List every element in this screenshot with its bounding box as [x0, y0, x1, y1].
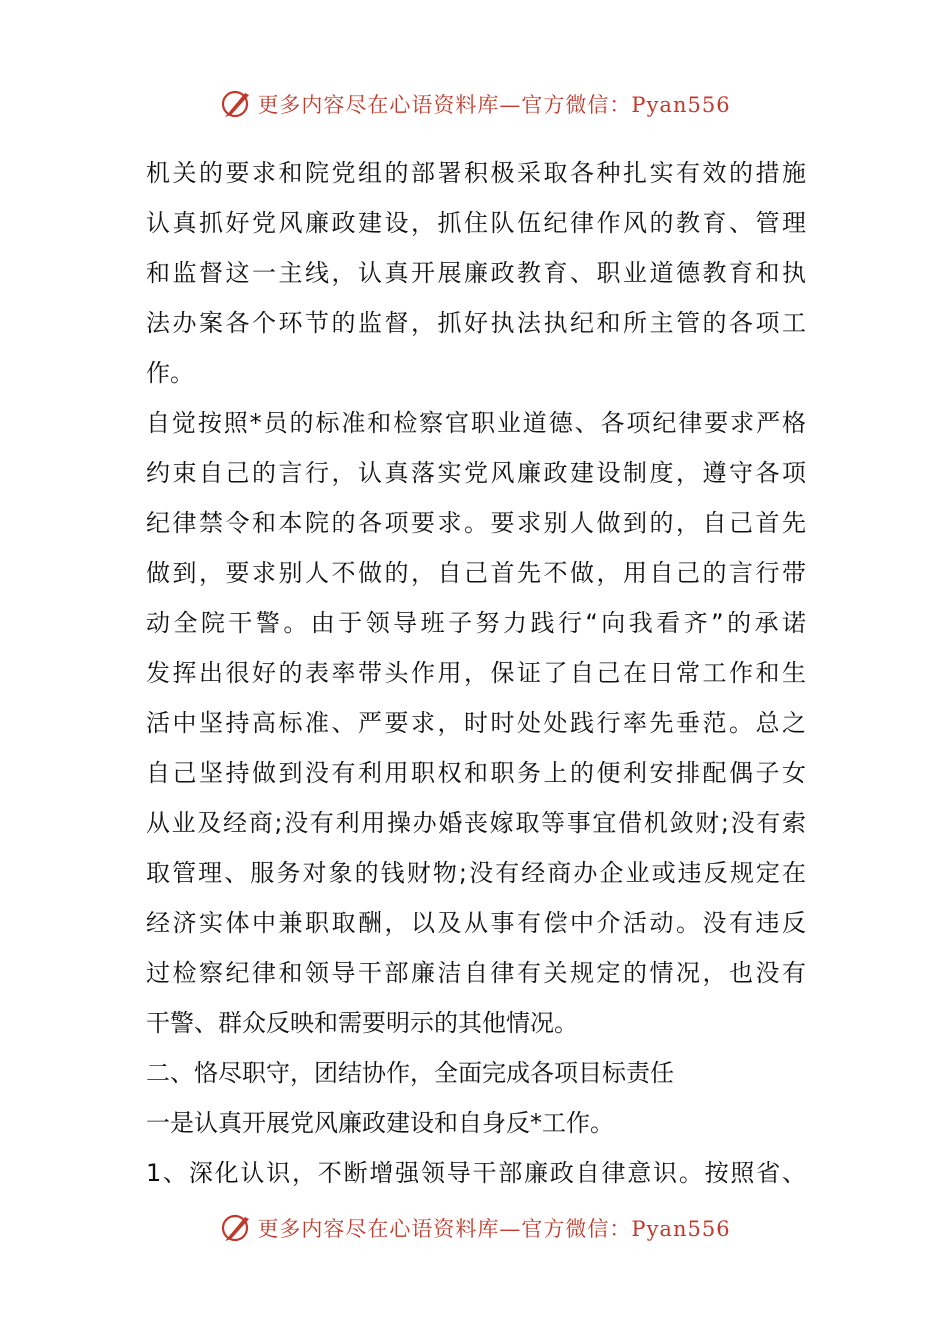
body-line: 活中坚持高标准、严要求，时时处处践行率先垂范。总之 — [146, 709, 806, 737]
body-line: 动全院干警。由于领导班子努力践行“向我看齐”的承诺 — [146, 609, 806, 637]
body-line: 取管理、服务对象的钱财物;没有经商办企业或违反规定在 — [146, 859, 806, 887]
quill-logo-icon — [219, 1211, 253, 1245]
header-banner — [0, 84, 950, 124]
body-line: 发挥出很好的表率带头作用，保证了自己在日常工作和生 — [146, 659, 806, 687]
header-banner-text: 更多内容尽在心语资料库—官方微信：Pyan556 — [257, 93, 731, 117]
body-line: 从业及经商;没有利用操办婚丧嫁取等事宜借机敛财;没有索 — [146, 809, 806, 837]
body-line: 约束自己的言行，认真落实党风廉政建设制度，遵守各项 — [146, 459, 806, 487]
footer-banner — [0, 1208, 950, 1248]
document-body — [146, 148, 806, 1198]
quill-logo-icon — [219, 87, 253, 121]
body-line: 经济实体中兼职取酬，以及从事有偿中介活动。没有违反 — [146, 909, 806, 937]
body-line: 纪律禁令和本院的各项要求。要求别人做到的，自己首先 — [146, 509, 806, 537]
body-line: 认真抓好党风廉政建设，抓住队伍纪律作风的教育、管理 — [146, 209, 806, 237]
body-line: 法办案各个环节的监督，抓好执法执纪和所主管的各项工 — [146, 309, 806, 337]
footer-banner-text: 更多内容尽在心语资料库—官方微信：Pyan556 — [257, 1217, 731, 1241]
subsection-heading: 一是认真开展党风廉政建设和自身反*工作。 — [146, 1109, 614, 1137]
body-line: 干警、群众反映和需要明示的其他情况。 — [146, 1009, 578, 1037]
section-heading: 二、恪尽职守，团结协作，全面完成各项目标责任 — [146, 1059, 674, 1087]
body-line: 自觉按照*员的标准和检察官职业道德、各项纪律要求严格 — [146, 409, 806, 437]
body-line: 做到，要求别人不做的，自己首先不做，用自己的言行带 — [146, 559, 806, 587]
body-line: 和监督这一主线，认真开展廉政教育、职业道德教育和执 — [146, 259, 806, 287]
body-line: 自己坚持做到没有利用职权和职务上的便利安排配偶子女 — [146, 759, 806, 787]
body-line: 机关的要求和院党组的部署积极采取各种扎实有效的措施 — [146, 159, 806, 187]
body-line: 作。 — [146, 359, 194, 387]
body-line: 1、深化认识，不断增强领导干部廉政自律意识。按照省、 — [146, 1159, 806, 1187]
body-line: 过检察纪律和领导干部廉洁自律有关规定的情况，也没有 — [146, 959, 806, 987]
